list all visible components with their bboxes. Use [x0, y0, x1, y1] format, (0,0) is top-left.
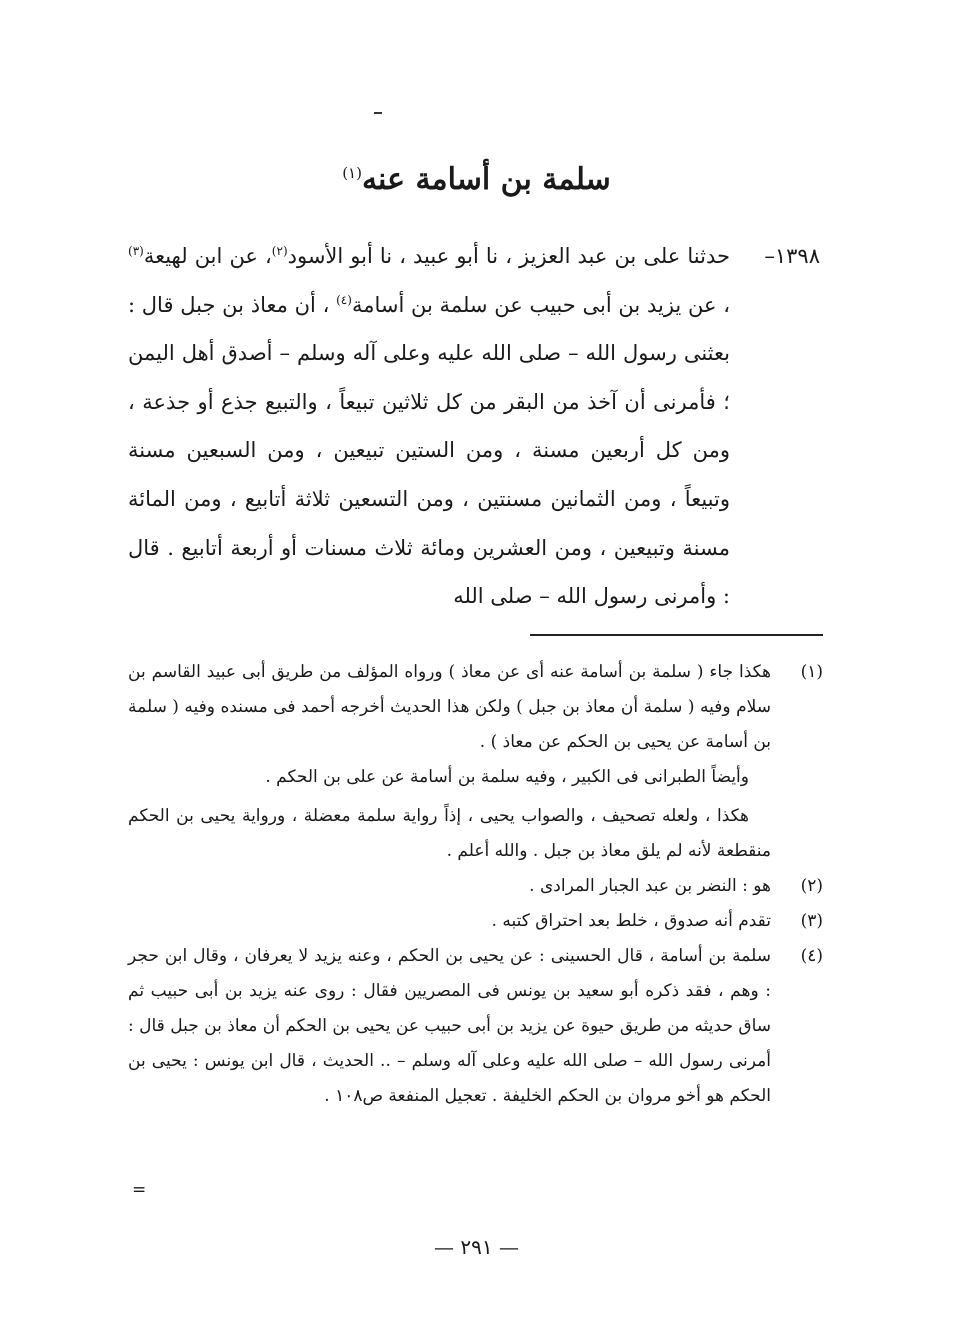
footnote-paragraph: تقدم أنه صدوق ، خلط بعد احتراق كتبه .: [491, 911, 771, 931]
hadith-line: ، عن يزيد بن أبى حبيب عن سلمة بن أسامة: [351, 292, 730, 317]
footnote-3: [128, 904, 823, 939]
footnote-paragraph: وأيضاً الطبرانى فى الكبير ، وفيه سلمة بن أسامة عن على بن الحكم .: [265, 767, 749, 787]
hadith-line: التسعين ثلاثة أتابيع ، ومن المائة مسنة وتبيعين ، ومن العشرين ومائة: [128, 486, 730, 560]
footnote-ref: (٢): [271, 244, 288, 258]
footnote-number: (٢): [800, 876, 823, 896]
footnote-paragraph: هكذا ، ولعله تصحيف ، والصواب يحيى ، إذاً رواية سلمة معضلة ، ورواية يحيى بن الحكم منقطعة لأنه لم يلق معاذ بن جبل . والله أعلم .: [128, 806, 771, 861]
hadith-line: تبيعين ، ومن السبعين مسنة وتبيعاً ، ومن الثمانين مسنتين ، ومن: [128, 438, 730, 511]
hadith-text: [128, 232, 820, 621]
footnote-paragraph: هكذا جاء ( سلمة بن أسامة عنه أى عن معاذ ) ورواه المؤلف من طريق أبى عبيد القاسم بن سلام وفيه ( سلمة أن معاذ بن جبل ) ولكن هذا الحديث أخرجه أحمد فى مسنده وفيه ( سلمة بن أسامة عن يحيى بن الحكم عن معاذ ) .: [128, 662, 771, 752]
footnote-paragraph: هو : النضر بن عبد الجبار المرادى .: [529, 876, 771, 896]
footnote-separator: [530, 634, 823, 636]
footnote-ref: (٣): [128, 244, 144, 258]
page-number: — ٢٩١ —: [434, 1235, 519, 1259]
footnote-number: (٣): [800, 911, 823, 931]
footnote-number: (١): [800, 662, 823, 682]
continuation-mark: =: [132, 1180, 147, 1200]
footnote-2: [128, 869, 823, 904]
section-title: [0, 162, 953, 197]
footnote-paragraph: سلمة بن أسامة ، قال الحسينى : عن يحيى بن الحكم ، وعنه يزيد لا يعرفان ، وقال ابن حجر : وهم ، فقد ذكره أبو سعيد بن يونس فى المصريين فقال : روى عنه يزيد بن أبى حبيب ثم ساق حديثه من طريق حيوة عن يزيد بن أبى حبيب عن يحيى بن الحكم أن معاذ بن جبل قال : أمرنى رسول الله – صلى الله عليه وعلى آله وسلم – .. الحديث ، قال ابن يونس : يحيى بن الحكم هو أخو مروان بن الحكم الخليفة . تعجيل المنفعة ص١٠٨ .: [128, 946, 771, 1106]
hadith-line: معاذ بن جبل قال : بعثنى رسول الله – صلى الله عليه وعلى آله: [128, 292, 730, 366]
footnote-number: (٤): [800, 946, 823, 966]
hadith-line: ، أن: [294, 292, 330, 317]
footnotes: [128, 655, 823, 1114]
title-footnote-ref: (١): [342, 164, 362, 182]
footnote-1: [128, 655, 823, 869]
footnote-ref: (٤): [336, 292, 352, 307]
hadith-line: وسلم – أصدق أهل اليمن ؛ فأمرنى أن آخذ من البقر من كل ثلاثين: [128, 341, 730, 414]
hadith-line: ثلاث مسنات أو أربعة أتابيع . قال : وأمرنى رسول الله – صلى الله: [128, 535, 730, 609]
section-title-text: سلمة بن أسامة عنه: [361, 162, 611, 197]
hadith-line: ابن لهيعة: [143, 244, 223, 268]
top-dash-mark: [374, 112, 382, 114]
hadith-line: تبيعاً ، والتبيع جذع أو جذعة ، ومن كل أربعين مسنة ، ومن الستين: [128, 389, 730, 463]
hadith-line: حدثنا على بن عبد العزيز ، نا أبو عبيد ، نا أبو الأسود: [287, 244, 730, 268]
footnote-4: [128, 939, 823, 1114]
hadith-number: ١٣٩٨–: [764, 244, 820, 268]
hadith-line: ، عن: [229, 244, 272, 268]
